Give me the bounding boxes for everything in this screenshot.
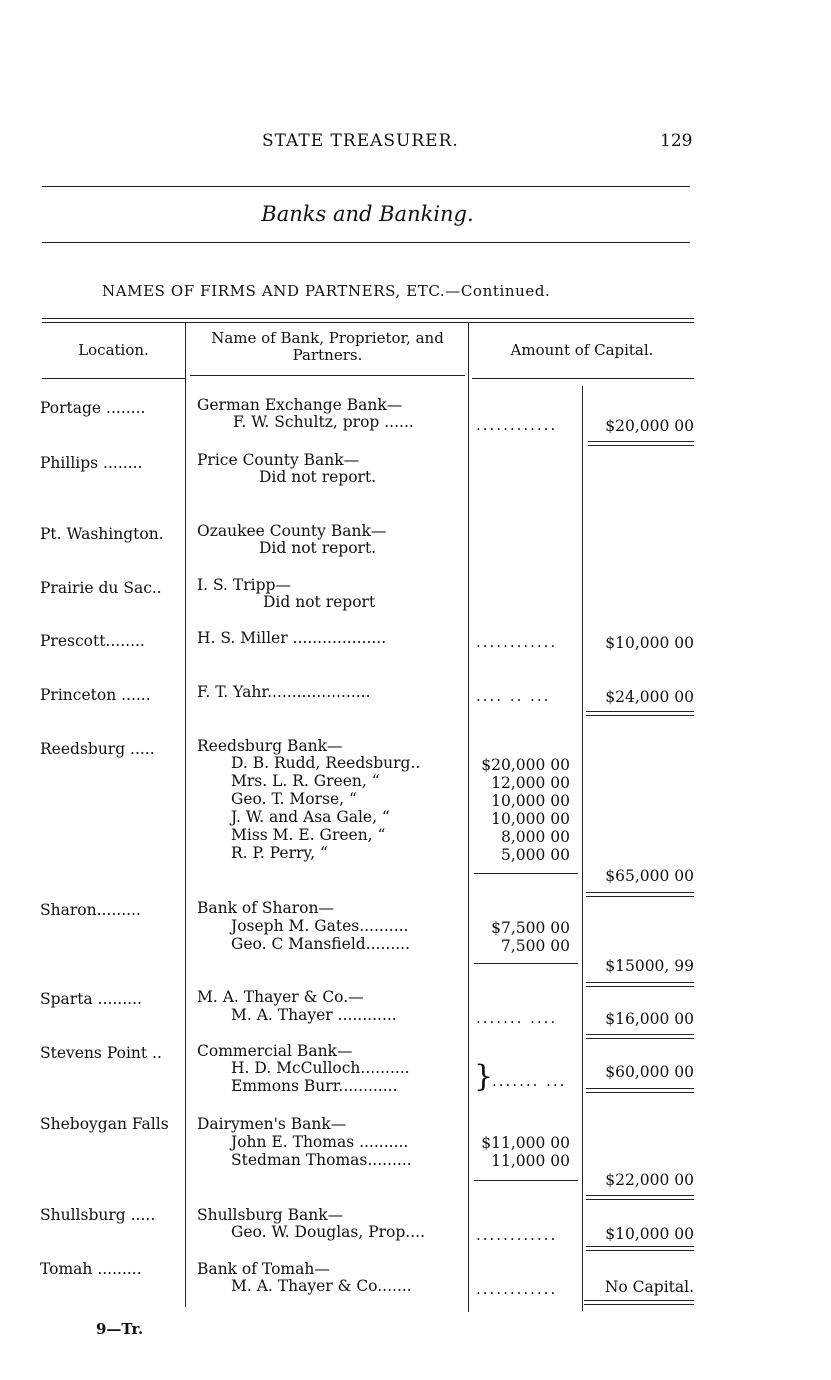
col-header-location: Location. xyxy=(78,341,149,359)
partner-amount: $7,500 00 xyxy=(491,919,570,937)
location-pt-washington: Pt. Washington. xyxy=(40,525,164,543)
report-note: Did not report. xyxy=(259,539,377,557)
location-sharon: Sharon......... xyxy=(40,901,141,919)
partner-line: Geo. T. Morse, “ xyxy=(231,790,357,808)
capital-value: $22,000 00 xyxy=(605,1171,694,1189)
capital-double-rule xyxy=(586,711,694,716)
table-title: NAMES OF FIRMS AND PARTNERS, ETC.—Continued. xyxy=(102,282,551,300)
brace-symbol: } xyxy=(474,1059,494,1094)
partner-amount: 10,000 00 xyxy=(491,792,570,810)
partner-amount: 12,000 00 xyxy=(491,774,570,792)
bank-name: Shullsburg Bank— xyxy=(197,1206,344,1224)
column-divider-2 xyxy=(468,322,469,1312)
capital-value: $20,000 00 xyxy=(605,417,694,435)
bank-name: Ozaukee County Bank— xyxy=(197,522,387,540)
capital-value: $15000, 99 xyxy=(605,957,694,975)
capital-value: No Capital. xyxy=(604,1278,694,1296)
partner-line: H. D. McCulloch.......... xyxy=(231,1059,410,1077)
bank-name: F. T. Yahr..................... xyxy=(197,683,371,701)
partner-amount: $20,000 00 xyxy=(481,756,570,774)
capital-value: $16,000 00 xyxy=(605,1010,694,1028)
section-rule xyxy=(42,242,690,243)
location-sparta: Sparta ......... xyxy=(40,990,142,1008)
bank-name: Reedsburg Bank— xyxy=(197,737,343,755)
capital-value: $10,000 00 xyxy=(605,1225,694,1243)
partner-line: John E. Thomas .......... xyxy=(231,1133,409,1151)
bank-name: H. S. Miller ................... xyxy=(197,629,387,647)
partner-line: R. P. Perry, “ xyxy=(231,844,328,862)
leader-dots: ....... .... xyxy=(476,1009,558,1027)
partner-line: F. W. Schultz, prop ...... xyxy=(233,413,414,431)
table-top-rule xyxy=(42,318,694,323)
leader-dots: ............ xyxy=(476,633,558,651)
capital-double-rule xyxy=(588,441,694,446)
partner-line: Geo. W. Douglas, Prop.... xyxy=(231,1223,426,1241)
partner-line: Miss M. E. Green, “ xyxy=(231,826,386,844)
partner-line: Joseph M. Gates.......... xyxy=(231,917,409,935)
location-shullsburg: Shullsburg ..... xyxy=(40,1206,156,1224)
capital-double-rule xyxy=(586,892,694,897)
page-header-title: STATE TREASURER. xyxy=(262,131,459,151)
leader-dots: .... .. ... xyxy=(476,687,551,705)
location-prescott: Prescott........ xyxy=(40,632,145,650)
partner-line: Emmons Burr............ xyxy=(231,1077,398,1095)
capital-double-rule xyxy=(586,1034,694,1039)
location-sheboygan-falls: Sheboygan Falls xyxy=(40,1115,169,1133)
bank-name: Bank of Tomah— xyxy=(197,1260,330,1278)
header-bottom-rule-name xyxy=(190,375,465,376)
capital-double-rule xyxy=(586,982,694,987)
column-divider-1 xyxy=(185,322,186,1307)
capital-double-rule xyxy=(584,1300,694,1305)
column-divider-3 xyxy=(582,386,583,1311)
header-bottom-rule-location xyxy=(42,378,185,379)
bank-name: Price County Bank— xyxy=(197,451,360,469)
partner-amount: 7,500 00 xyxy=(500,937,570,955)
bank-name: M. A. Thayer & Co.— xyxy=(197,988,364,1006)
partner-amount: 11,000 00 xyxy=(491,1152,570,1170)
bank-name: I. S. Tripp— xyxy=(197,576,291,594)
location-reedsburg: Reedsburg ..... xyxy=(40,740,155,758)
partner-amount: 10,000 00 xyxy=(491,810,570,828)
capital-value: $10,000 00 xyxy=(605,634,694,652)
location-stevens-point: Stevens Point .. xyxy=(40,1044,162,1062)
signature-mark: 9—Tr. xyxy=(96,1320,144,1338)
col-header-name: Name of Bank, Proprietor, and Partners. xyxy=(211,329,444,364)
header-rule xyxy=(42,186,690,187)
location-princeton: Princeton ...... xyxy=(40,686,151,704)
partner-line: M. A. Thayer ............ xyxy=(231,1006,397,1024)
subtotal-rule xyxy=(474,873,578,874)
partner-line: M. A. Thayer & Co....... xyxy=(231,1277,412,1295)
capital-value: $65,000 00 xyxy=(605,867,694,885)
capital-value: $60,000 00 xyxy=(605,1063,694,1081)
bank-name: Bank of Sharon— xyxy=(197,899,334,917)
leader-dots: ............ xyxy=(476,416,558,434)
leader-dots: ....... ... xyxy=(492,1072,567,1090)
capital-double-rule xyxy=(586,1088,694,1093)
capital-value: $24,000 00 xyxy=(605,688,694,706)
partner-amount: 5,000 00 xyxy=(500,846,570,864)
bank-name: German Exchange Bank— xyxy=(197,396,403,414)
subtotal-rule xyxy=(474,1180,578,1181)
partner-line: J. W. and Asa Gale, “ xyxy=(231,808,390,826)
partner-line: Mrs. L. R. Green, “ xyxy=(231,772,380,790)
subtotal-rule xyxy=(474,963,578,964)
partner-line: Stedman Thomas......... xyxy=(231,1151,412,1169)
location-phillips: Phillips ........ xyxy=(40,454,143,472)
leader-dots: ............ xyxy=(476,1226,558,1244)
partner-amount: 8,000 00 xyxy=(500,828,570,846)
partner-line: D. B. Rudd, Reedsburg.. xyxy=(231,754,421,772)
bank-name: Dairymen's Bank— xyxy=(197,1115,347,1133)
col-header-capital: Amount of Capital. xyxy=(510,341,654,359)
report-note: Did not report. xyxy=(259,468,377,486)
leader-dots: ............ xyxy=(476,1280,558,1298)
location-tomah: Tomah ......... xyxy=(40,1260,142,1278)
location-prairie-du-sac: Prairie du Sac.. xyxy=(40,579,162,597)
report-note: Did not report xyxy=(263,593,376,611)
partner-line: Geo. C Mansfield......... xyxy=(231,935,411,953)
page-number: 129 xyxy=(660,131,693,151)
header-bottom-rule-capital xyxy=(472,378,694,379)
section-title: Banks and Banking. xyxy=(261,202,474,226)
location-portage: Portage ........ xyxy=(40,399,146,417)
capital-double-rule xyxy=(586,1195,694,1200)
capital-double-rule xyxy=(586,1246,694,1251)
bank-name: Commercial Bank— xyxy=(197,1042,353,1060)
partner-amount: $11,000 00 xyxy=(481,1134,570,1152)
